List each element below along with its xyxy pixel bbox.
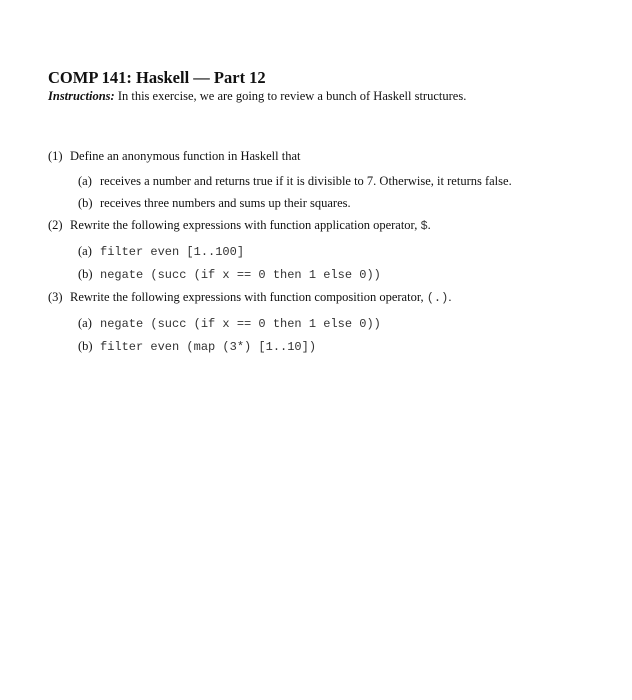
item-text: receives a number and returns true if it is divisible to 7. Otherwise, it returns false. (100, 174, 512, 188)
question-1-prompt (48, 148, 608, 164)
question-2-prompt: (2) Rewrite the following expressions with function application operator, $. (48, 218, 431, 233)
question-list (48, 148, 608, 355)
question-3-items (78, 315, 608, 355)
question-1-item-b (78, 195, 608, 211)
question-1-item-a (78, 173, 608, 189)
instructions (48, 88, 608, 104)
question-2 (48, 217, 608, 283)
item-label: (a) (78, 174, 92, 188)
question-3-item-b (78, 338, 608, 355)
question-2-item-a (78, 243, 608, 260)
question-3-prompt: (3) Rewrite the following expressions with function composition operator, (.). (48, 290, 452, 305)
item-label: (b) (78, 339, 93, 353)
item-code: negate (succ (if x == 0 then 1 else 0)) (100, 268, 381, 282)
item-code: filter even [1..100] (100, 245, 245, 259)
item-code: negate (succ (if x == 0 then 1 else 0)) (100, 317, 381, 331)
item-code: filter even (map (3*) [1..10]) (100, 340, 317, 354)
question-1 (48, 148, 608, 211)
question-3-operator: (.) (426, 291, 449, 305)
item-label: (b) (78, 196, 93, 210)
question-1-number: (1) (48, 149, 63, 163)
question-2-number: (2) (48, 218, 63, 232)
instructions-label: Instructions: (48, 89, 115, 103)
item-label: (a) (78, 316, 92, 330)
question-1-items (78, 173, 608, 211)
question-3-item-a (78, 315, 608, 332)
page-title: COMP 141: Haskell — Part 12 (48, 68, 266, 87)
question-2-operator: $ (420, 219, 428, 233)
question-2-text: Rewrite the following expressions with function application operator, (70, 218, 418, 232)
instructions-text: In this exercise, we are going to review a bunch of Haskell structures. (117, 89, 467, 103)
question-3-number: (3) (48, 290, 63, 304)
question-3-text: Rewrite the following expressions with function composition operator, (70, 290, 424, 304)
question-1-text: Define an anonymous function in Haskell that (70, 149, 301, 163)
document-page (48, 68, 608, 361)
question-3 (48, 289, 608, 355)
item-label: (b) (78, 267, 93, 281)
question-2-items (78, 243, 608, 283)
question-2-item-b (78, 266, 608, 283)
item-label: (a) (78, 244, 92, 258)
item-text: receives three numbers and sums up their squares. (100, 196, 351, 210)
